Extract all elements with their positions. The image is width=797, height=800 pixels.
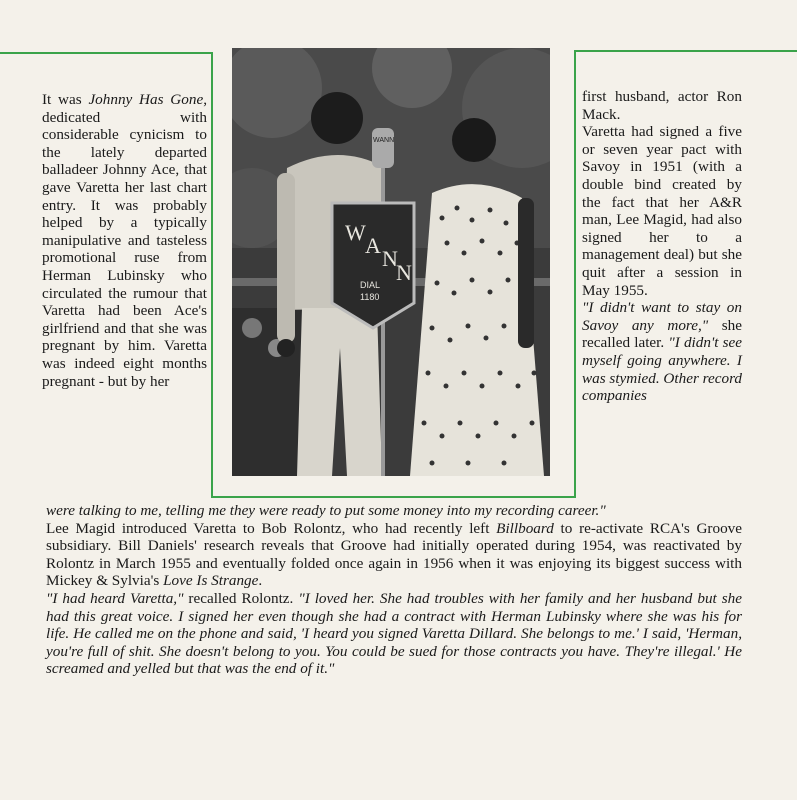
attribution-recalled: recalled Rolontz. (183, 589, 299, 607)
frame-line-bottom (211, 496, 576, 498)
left-paragraph (42, 91, 207, 390)
banner-freq: 1180 (360, 292, 380, 302)
bottom-text-a: Lee Magid introduced Varetta to Bob Rolontz, who had recently left (46, 519, 497, 537)
banner-dial: DIAL (360, 280, 381, 290)
banner-letter-a: A (365, 233, 381, 258)
left-text-a: It was (42, 91, 89, 108)
frame-line-right (574, 50, 576, 498)
rolontz-quote-b: "I loved her. She had troubles with her family and her husband but she had this great voice. I signed her even though she had a contract with Herman Lubinsky where she was his for life. He called me on the phone and said, 'I heard you signed Varetta Dillard. She belongs to me.' I said, 'Herman, you're full of shit. She doesn't belong to you. You could be sued for those contracts you have. They're illegal.' He screamed and yelled but that was the end of it." (46, 589, 742, 678)
photo-illustration (232, 48, 550, 476)
archival-photo (232, 48, 550, 476)
varetta-quote-a: "I didn't want to stay on Savoy any more," (582, 299, 742, 334)
rolontz-quote-a: "I had heard Varetta," (46, 589, 184, 607)
frame-line-left (211, 52, 213, 498)
bottom-text-b: to re-activate RCA's Groove subsidiary. Bill Daniels' research reveals that Groove had initially operated during 1954, was reactivated by Rolontz in March 1955 and eventually folded once again in 1956 when it was enjoying its biggest success with Mickey & Sylvia's (46, 519, 742, 590)
song-title-johnny-has-gone: Johnny Has Gone (88, 91, 204, 108)
quote-continuation: were talking to me, telling me they were ready to put some money into my recording career." (46, 502, 606, 519)
attribution-said: she recalled later. (582, 316, 742, 352)
bottom-paragraph-3 (46, 590, 742, 678)
right-paragraph-1: first husband, actor Ron Mack. (582, 88, 742, 123)
billboard-title: Billboard (496, 519, 554, 537)
left-column-text (42, 91, 207, 390)
bottom-text-end: . (258, 572, 263, 590)
banner-letter-n2: N (396, 260, 412, 285)
right-paragraph-2: Varetta had signed a five or seven year pact with Savoy in 1951 (with a double bind created by the fact that her A&R man, Lee Magid, had also signed her to a management deal) but she quit after a session in May 1955. (582, 123, 742, 299)
bottom-paragraph-2 (46, 520, 742, 590)
varetta-quote-b: "I didn't see myself going anywhere. I was stymied. Other record companies (582, 334, 743, 405)
left-text-b: , dedicated with considerable cynicism to the lately departed balladeer Johnny Ace, that gave Varetta her last chart entry. It was probably helped by a typically manipulative and tasteless promotional ruse from Herman Lubinsky who circulated the rumour that Varetta had been Ace's girlfriend and that she was pregnant by him. Varetta was indeed eight months pregnant - but by her (42, 91, 207, 390)
frame-line-top-left (0, 52, 213, 54)
banner-letter-n1: N (382, 246, 398, 271)
banner-letter-w: W (345, 220, 366, 245)
bottom-text (46, 502, 742, 678)
mic-label: WANN (373, 137, 395, 144)
right-column-text (582, 88, 742, 405)
right-paragraph-3 (582, 299, 742, 405)
song-title-love-is-strange: Love Is Strange (163, 572, 259, 590)
frame-line-top-right (574, 50, 797, 52)
